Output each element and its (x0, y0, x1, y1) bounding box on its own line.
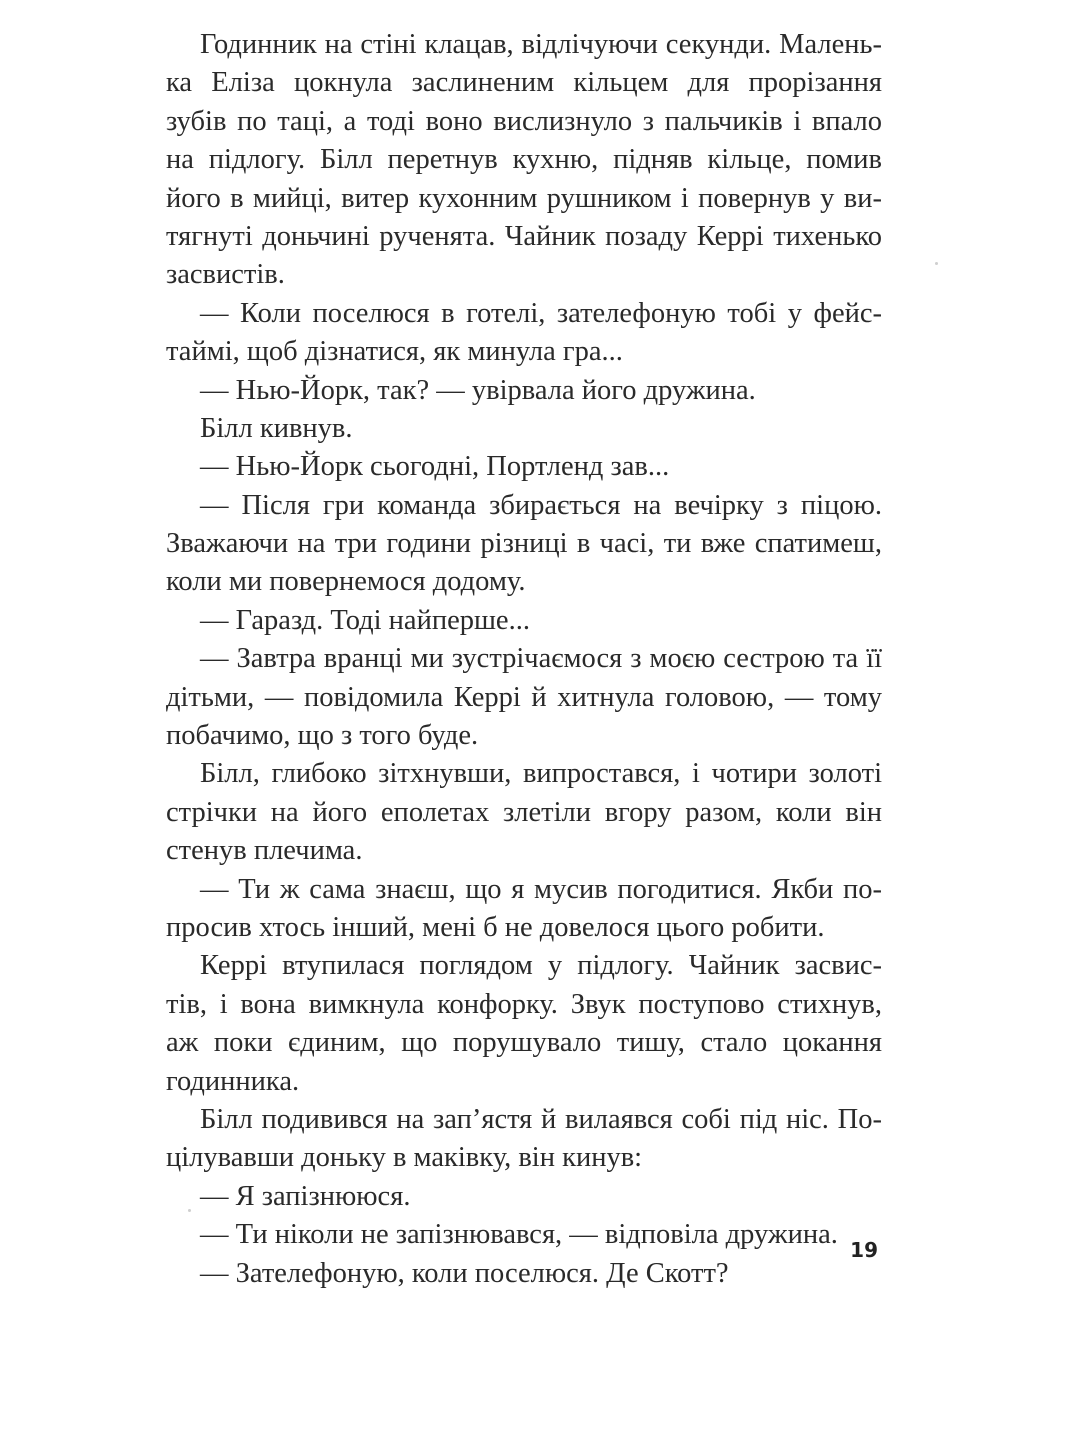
text-line: просив хтось інший, мені б не довелося цього робити. (166, 911, 825, 943)
text-line: — Зателефоную, коли поселюся. Де Скотт? (200, 1257, 729, 1289)
text-line: дітьми, — повідомила Керрі й хитнула головою, — тому (166, 681, 882, 713)
text-line: побачимо, що з того буде. (166, 720, 479, 752)
text-line: зубів по таці, а тоді воно вислизнуло з пальчиків і впало (166, 105, 882, 137)
text-line: Керрі втупилася поглядом у підлогу. Чайник засвис- (200, 950, 882, 982)
text-line: стрічки на його еполетах злетіли вгору разом, коли він (166, 796, 882, 828)
text-line: аж поки єдиним, що порушувало тишу, стало цокання (166, 1027, 882, 1059)
text-line: Годинник на стіні клацав, відлічуючи секунди. Малень- (200, 29, 882, 60)
text-line: — Я запізнююся. (200, 1180, 411, 1212)
text-line: стенув плечима. (166, 835, 363, 867)
text-line: цілувавши доньку в маківку, він кинув: (166, 1142, 643, 1174)
page-number: 19 (850, 1238, 878, 1262)
scan-speck (935, 262, 938, 265)
text-line: засвистів. (166, 259, 285, 291)
text-line: — Завтра вранці ми зустрічаємося з моєю сестрою та її (200, 643, 882, 675)
text-line: — Гаразд. Тоді найперше... (200, 604, 530, 636)
scan-speck (188, 1209, 191, 1212)
body-text (166, 26, 882, 1293)
text-line: ка Еліза цокнула заслиненим кільцем для прорізання (166, 67, 882, 99)
text-line: — Нью-Йорк, так? — увірвала його дружина. (200, 374, 756, 406)
text-line: годинника. (166, 1065, 300, 1097)
text-line: — Після гри команда збирається на вечірку з піцою. (200, 489, 882, 521)
text-line: коли ми повернемося додому. (166, 566, 526, 598)
text-line: таймі, щоб дізнатися, як минула гра... (166, 336, 623, 368)
text-line: на підлогу. Білл перетнув кухню, підняв кільце, помив (166, 144, 882, 176)
text-line: — Нью-Йорк сьогодні, Портленд зав... (200, 451, 670, 483)
text-line: тягнуті доньчині рученята. Чайник позаду Керрі тихенько (166, 220, 882, 252)
text-line: тів, і вона вимкнула конфорку. Звук поступово стихнув, (166, 988, 882, 1020)
text-line: Білл подивився на зап’ястя й вилаявся собі під ніс. По- (200, 1103, 882, 1135)
text-line: Білл, глибоко зітхнувши, випростався, і чотири золоті (200, 758, 882, 790)
text-line: Білл кивнув. (200, 412, 353, 444)
text-line: — Ти ж сама знаєш, що я мусив погодитися. Якби по- (200, 873, 882, 905)
text-line: його в мийці, витер кухонним рушником і повернув у ви- (166, 182, 882, 214)
text-line: Зважаючи на три години різниці в часі, ти вже спатимеш, (166, 528, 882, 560)
text-line: — Ти ніколи не запізнювався, — відповіла дружина. (200, 1219, 838, 1251)
text-line: — Коли поселюся в готелі, зателефоную тобі у фейс- (200, 297, 882, 329)
